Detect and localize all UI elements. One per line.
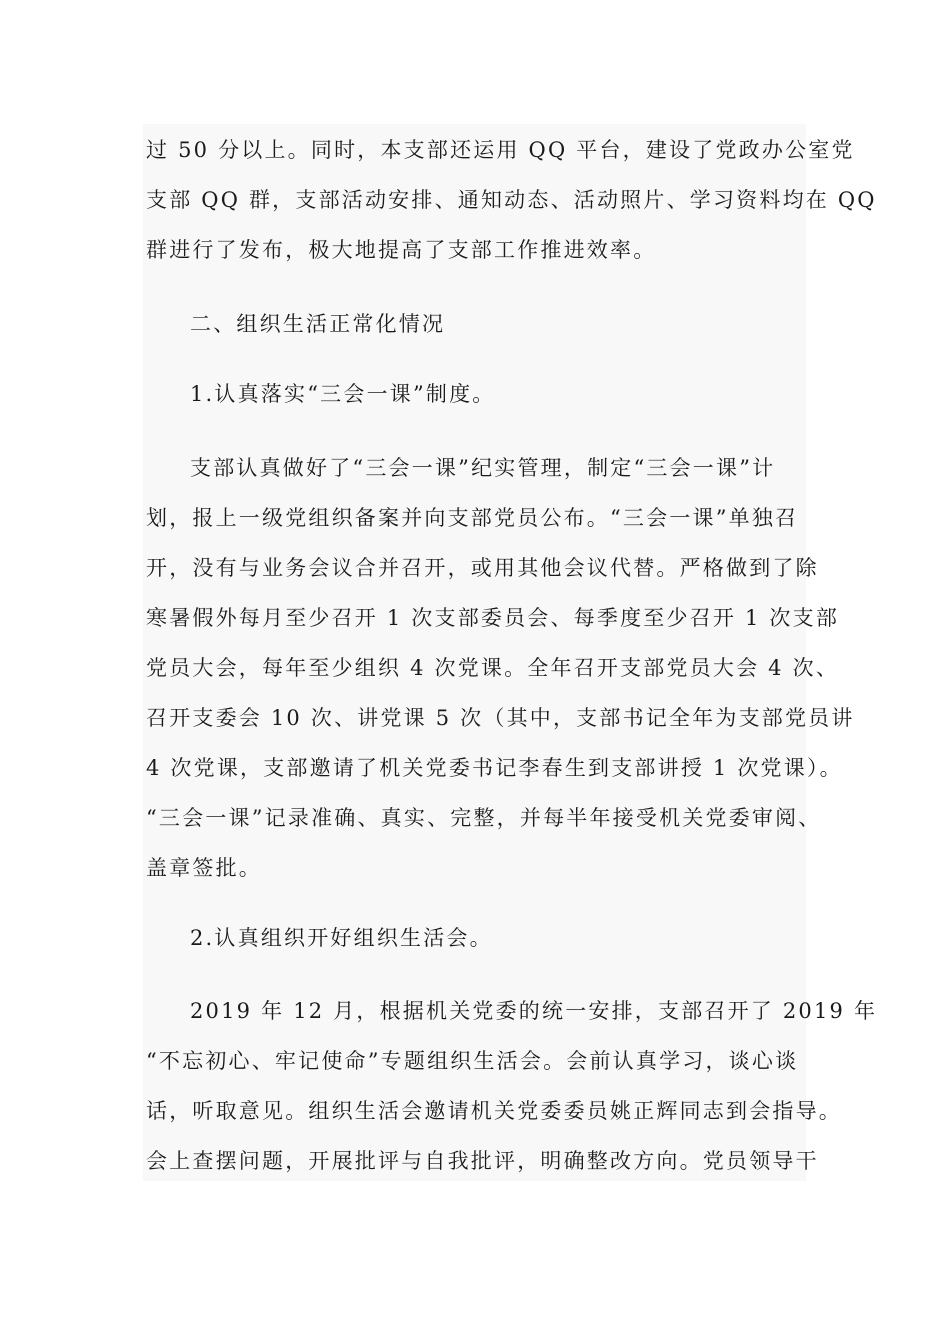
paragraph-line: 4 次党课，支部邀请了机关党委书记李春生到支部讲授 1 次党课）。: [146, 756, 843, 780]
paragraph-line: 支部认真做好了“三会一课”纪实管理，制定“三会一课”计: [190, 456, 776, 480]
paragraph-line: “不忘初心、牢记使命”专题组织生活会。会前认真学习，谈心谈: [146, 1049, 799, 1073]
paragraph-line: 话，听取意见。组织生活会邀请机关党委委员姚正辉同志到会指导。: [146, 1099, 842, 1123]
paragraph-line: 党员大会，每年至少组织 4 次党课。全年召开支部党员大会 4 次、: [146, 656, 840, 680]
subsection-heading: 1.认真落实“三会一课”制度。: [190, 382, 496, 406]
paragraph-line: 群进行了发布，极大地提高了支部工作推进效率。: [146, 238, 657, 262]
paragraph-line: 2019 年 12 月，根据机关党委的统一安排，支部召开了 2019 年: [190, 999, 878, 1023]
paragraph-line: 寒暑假外每月至少召开 1 次支部委员会、每季度至少召开 1 次支部: [146, 606, 840, 630]
subsection-heading: 2.认真组织开好组织生活会。: [190, 926, 493, 950]
paragraph-line: 划，报上一级党组织备案并向支部党员公布。“三会一课”单独召: [146, 506, 799, 530]
paragraph-line: 召开支委会 10 次、讲党课 5 次（其中，支部书记全年为支部党员讲: [146, 706, 855, 730]
paragraph-line: “三会一课”记录准确、真实、完整，并每半年接受机关党委审阅、: [146, 806, 822, 830]
paragraph-line: 开，没有与业务会议合并召开，或用其他会议代替。严格做到了除: [146, 556, 819, 580]
section-heading: 二、组织生活正常化情况: [190, 312, 446, 336]
paragraph-line: 盖章签批。: [146, 856, 262, 880]
paragraph-line: 过 50 分以上。同时，本支部还运用 QQ 平台，建设了党政办公室党: [146, 138, 855, 162]
paragraph-line: 支部 QQ 群，支部活动安排、通知动态、活动照片、学习资料均在 QQ: [146, 188, 877, 212]
paragraph-line: 会上查摆问题，开展批评与自我批评，明确整改方向。党员领导干: [146, 1149, 819, 1173]
